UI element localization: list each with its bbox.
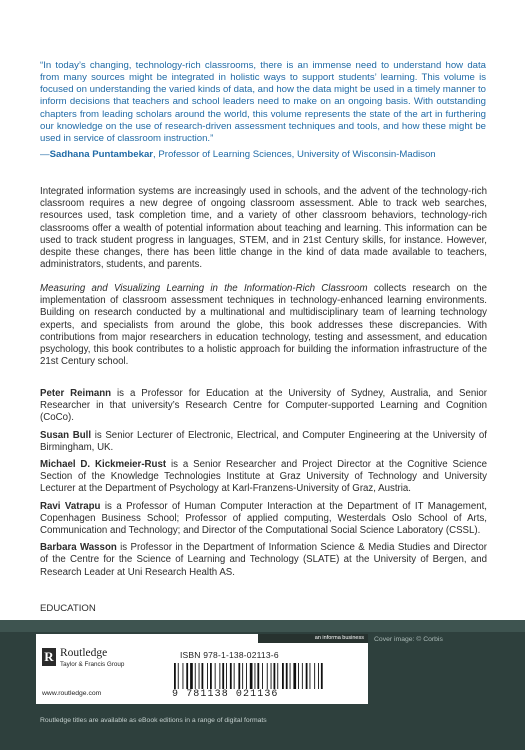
publisher-website: www.routledge.com: [42, 690, 102, 697]
barcode-bar: [250, 663, 253, 689]
bio-barbara-wasson: [40, 542, 487, 579]
description-paragraph-2-text: collects research on the implementation of classroom assessment techniques in technology-enhanced learning environments. Building on research conducted by a multinational and multidisciplinary team of learning technology experts, and specialists from around the globe, this book addresses these discrepancies. With contributions from major researchers in education technology, testing and assessment, and education psychology, this book contributes to a holistic approach for building the information infrastructure of the 21st Century school.: [40, 283, 487, 368]
bio-text: is Professor in the Department of Information Science & Media Studies and Director of the Centre for the Science of Learning and Technology (SLATE) at the University of Bergen, and Research Leader at Uni Research Health AS.: [40, 542, 487, 578]
bio-name: Susan Bull: [40, 429, 92, 441]
isbn: ISBN 978-1-138-02113-6: [180, 650, 279, 660]
barcode-bar: [321, 663, 323, 689]
routledge-logo-icon: [42, 648, 56, 666]
attribution-dash: —: [40, 149, 50, 160]
barcode-bar: [174, 663, 176, 689]
bio-peter-reimann: [40, 388, 487, 425]
bio-name: Peter Reimann: [40, 388, 112, 399]
barcode-bar: [267, 663, 268, 689]
publisher-group: Taylor & Francis Group: [60, 661, 125, 668]
endorser-name: Sadhana Puntambekar: [49, 149, 154, 160]
barcode-digits: 9 781138 021136: [172, 689, 279, 700]
barcode-bar: [207, 663, 208, 689]
barcode-bar: [215, 663, 216, 689]
barcode-bar: [238, 663, 240, 689]
barcode-bar: [314, 663, 315, 689]
barcode-bar: [190, 663, 193, 689]
barcode-bar: [271, 663, 272, 689]
barcode-bar: [234, 663, 235, 689]
barcode-bar: [202, 663, 204, 689]
bio-susan-bull: [40, 430, 487, 454]
barcode-bar: [178, 663, 179, 689]
barcode-bar: [246, 663, 247, 689]
ebook-note: Routledge titles are available as eBook editions in a range of digital formats: [40, 717, 267, 724]
barcode-bar: [255, 663, 256, 689]
bottom-band: [0, 620, 525, 750]
barcode-bar: [293, 663, 296, 689]
endorsement-attribution: [40, 149, 490, 161]
barcode-bar: [306, 663, 308, 689]
subject-category: EDUCATION: [40, 603, 96, 614]
description-paragraph-2: [40, 283, 487, 368]
bio-name: Barbara Wasson: [40, 542, 117, 554]
barcode-bar: [290, 663, 291, 689]
bio-ravi-vatrapu: [40, 501, 487, 538]
barcode-bar: [318, 663, 319, 689]
bio-name: Michael D. Kickmeier-Rust: [40, 459, 167, 471]
barcode-bar: [195, 663, 196, 689]
barcode-bar: [257, 663, 259, 689]
logo-letter: R: [44, 649, 54, 664]
book-title-italic: Measuring and Visualizing Learning in the Information-Rich Classroom: [40, 283, 368, 294]
barcode-bar: [230, 663, 232, 689]
bio-text: is a Professor for Education at the University of Sydney, Australia, and Senior Researcher in that university’s Research Centre for Computer-supported Learning and Cognition (CoCo).: [40, 388, 487, 424]
cover-image-credit: Cover image: © Corbis: [374, 636, 443, 643]
bio-text: is a Professor of Human Computer Interaction at the Department of IT Management, Copenhagen Business School; Professor of applied computing, Westerdals Oslo School of Arts, Communication and Technology; and Director of the Computational Social Science Laboratory (CSSL).: [40, 500, 487, 537]
bio-text: is Senior Lecturer of Electronic, Electrical, and Computer Engineering at the University of Birmingham, UK.: [40, 429, 487, 453]
barcode-bar: [298, 663, 299, 689]
barcode-bar: [183, 663, 184, 689]
barcode-bar: [274, 663, 276, 689]
barcode-bar: [286, 663, 288, 689]
informa-label: an informa business: [258, 634, 368, 643]
barcode-bar: [199, 663, 200, 689]
barcode-bar: [282, 663, 284, 689]
publisher-box: [36, 634, 368, 704]
band-highlight: [0, 620, 525, 632]
barcode-bar: [226, 663, 227, 689]
barcode-bar: [222, 663, 224, 689]
barcode-bar: [302, 663, 303, 689]
bio-michael-kickmeier-rust: [40, 459, 487, 496]
description-paragraph-1: Integrated information systems are increasingly used in schools, and the advent of the technology-rich classroom requires a new degree of ongoing classroom assessment. Able to track web searches, resources used, task completion time, and a variety of other classroom behaviors, technology-rich classrooms offer a wealth of potential information about teaching and learning. This information can be used to track student progress in languages, STEM, and in 21st Century skills, for instance. However, despite these changes, there has been little change in the kind of data made available to teachers, administrators, students, and parents.: [40, 186, 487, 271]
barcode-bar: [242, 663, 243, 689]
barcode-bar: [219, 663, 220, 689]
publisher-name: Routledge: [60, 647, 108, 659]
barcode-bar: [262, 663, 263, 689]
endorsement-quote: “In today’s changing, technology-rich classrooms, there is an immense need to understand how data from many sources might be integrated in holistic ways to support students’ learning. This volume is focused on understanding the varied kinds of data, and how the data might be used in a timely manner to inform decisions that teachers and school leaders need to make on an ongoing basis. With outstanding chapters from leading scholars around the world, this volume represents the state of the art in furthering our knowledge on the use of research-driven assessment techniques and tools, and how these might be used in service of classroom instruction.”: [40, 59, 486, 145]
barcode: [172, 663, 348, 689]
author-bios: [40, 388, 487, 584]
bio-name: Ravi Vatrapu: [40, 500, 101, 512]
barcode-bar: [277, 663, 278, 689]
endorser-affiliation: , Professor of Learning Sciences, University of Wisconsin-Madison: [153, 149, 436, 160]
barcode-bar: [310, 663, 311, 689]
bio-text: is a Senior Researcher and Project Director at the Cognitive Science Section of the Knowledge Technologies Institute at Graz University of Technology and University Lecturer at the Department of Psychology at Karl-Franzens-University of Graz, Austria.: [40, 459, 487, 495]
barcode-bar: [210, 663, 212, 689]
barcode-bar: [186, 663, 188, 689]
